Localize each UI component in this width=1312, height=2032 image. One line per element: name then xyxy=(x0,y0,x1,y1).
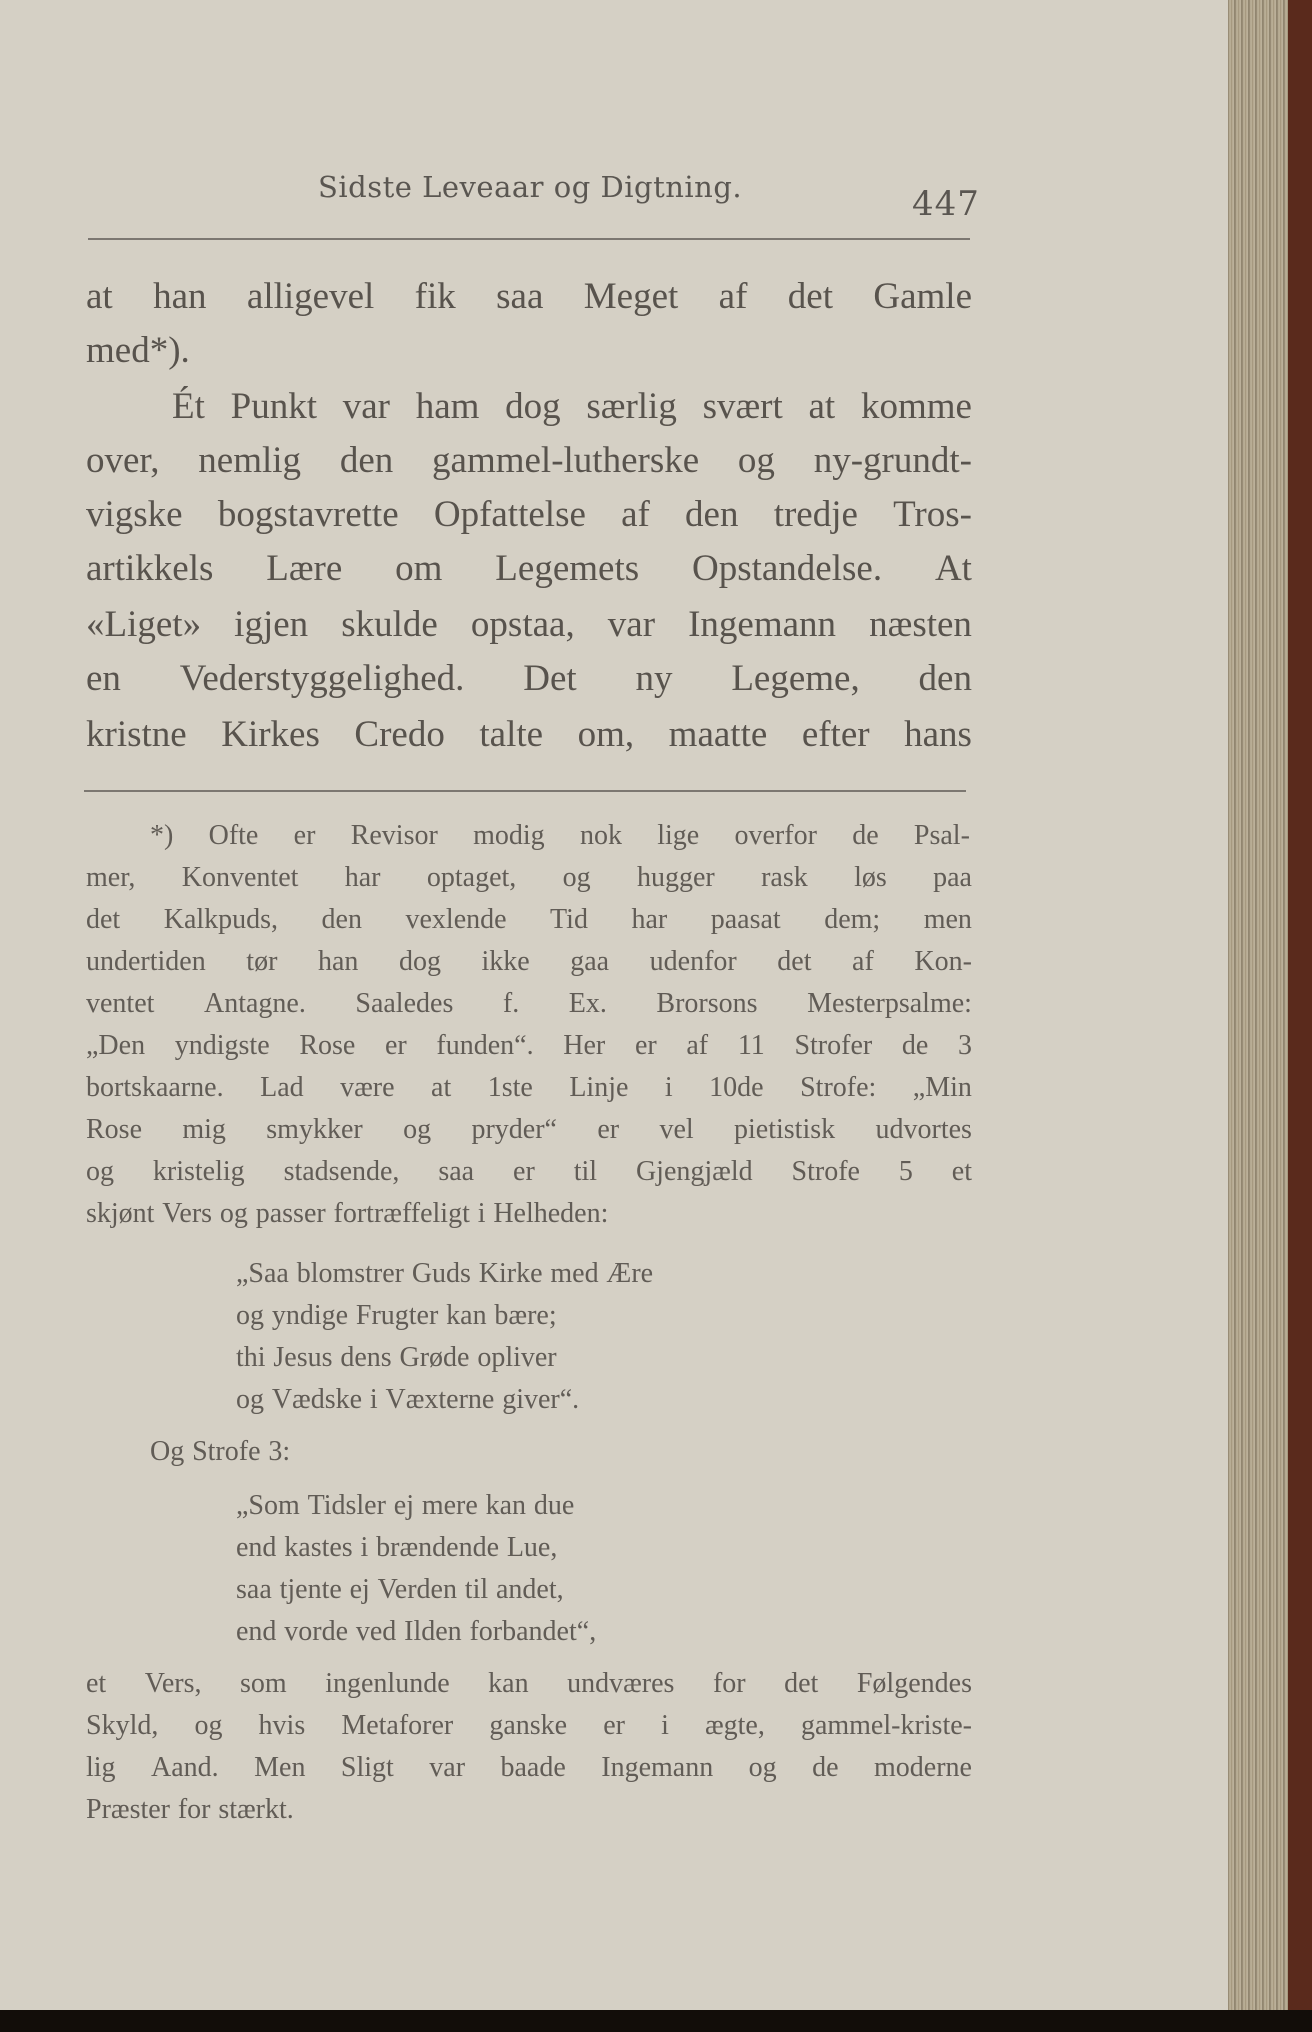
body-line: kristne Kirkes Credo talte om, maatte efter hans xyxy=(86,714,972,755)
footnote-line: og kristelig stadsende, saa er til Gjengjæld Strofe 5 et xyxy=(86,1156,972,1187)
body-line: med*). xyxy=(86,330,190,371)
body-line: «Liget» igjen skulde opstaa, var Ingemann næsten xyxy=(86,604,972,645)
verse-line: end vorde ved Ilden forbandet“, xyxy=(236,1616,597,1647)
footnote-line: *) Ofte er Revisor modig nok lige overfor de Psal- xyxy=(150,820,970,851)
page-edges xyxy=(1228,0,1288,2010)
verse-line: og Vædske i Væxterne giver“. xyxy=(236,1384,580,1415)
verse-intro: Og Strofe 3: xyxy=(150,1436,291,1467)
bottom-shadow xyxy=(0,2010,1312,2032)
body-line: at han alligevel fik saa Meget af det Gamle xyxy=(86,276,972,317)
footnote-line: et Vers, som ingenlunde kan undværes for det Følgendes xyxy=(86,1668,972,1699)
footnote-line: „Den yndigste Rose er funden“. Her er af 11 Strofer de 3 xyxy=(86,1030,972,1061)
footnote-line: bortskaarne. Lad være at 1ste Linje i 10de Strofe: „Min xyxy=(86,1072,972,1103)
body-line: over, nemlig den gammel-lutherske og ny-grundt- xyxy=(86,440,972,481)
footnote-line: mer, Konventet har optaget, og hugger rask løs paa xyxy=(86,862,972,893)
footnote-line: lig Aand. Men Sligt var baade Ingemann og de moderne xyxy=(86,1752,972,1783)
verse-line: og yndige Frugter kan bære; xyxy=(236,1300,557,1331)
body-line: en Vederstyggelighed. Det ny Legeme, den xyxy=(86,658,972,699)
body-line: vigske bogstavrette Opfattelse af den tredje Tros- xyxy=(86,494,972,535)
verse-line: saa tjente ej Verden til andet, xyxy=(236,1574,564,1605)
verse-line: end kastes i brændende Lue, xyxy=(236,1532,558,1563)
verse-line: „Som Tidsler ej mere kan due xyxy=(236,1490,575,1521)
header-rule xyxy=(88,238,970,240)
footnote-line: Rose mig smykker og pryder“ er vel pietistisk udvortes xyxy=(86,1114,972,1145)
footnote-line: skjønt Vers og passer fortræffeligt i Helheden: xyxy=(86,1198,609,1229)
book-cover-edge xyxy=(1288,0,1312,2032)
running-head: Sidste Leveaar og Digtning. xyxy=(318,170,743,204)
footnote-rule xyxy=(84,790,966,792)
footnote-line: Præster for stærkt. xyxy=(86,1794,294,1825)
footnote-line: ventet Antagne. Saaledes f. Ex. Brorsons Mesterpsalme: xyxy=(86,988,972,1019)
verse-line: „Saa blomstrer Guds Kirke med Ære xyxy=(236,1258,654,1289)
verse-line: thi Jesus dens Grøde opliver xyxy=(236,1342,557,1373)
body-line: Ét Punkt var ham dog særlig svært at komme xyxy=(172,386,972,427)
footnote-line: det Kalkpuds, den vexlende Tid har paasat dem; men xyxy=(86,904,972,935)
footnote-line: undertiden tør han dog ikke gaa udenfor det af Kon- xyxy=(86,946,972,977)
body-line: artikkels Lære om Legemets Opstandelse. At xyxy=(86,548,972,589)
page-number: 447 xyxy=(912,184,980,224)
footnote-line: Skyld, og hvis Metaforer ganske er i ægte, gammel-kriste- xyxy=(86,1710,972,1741)
